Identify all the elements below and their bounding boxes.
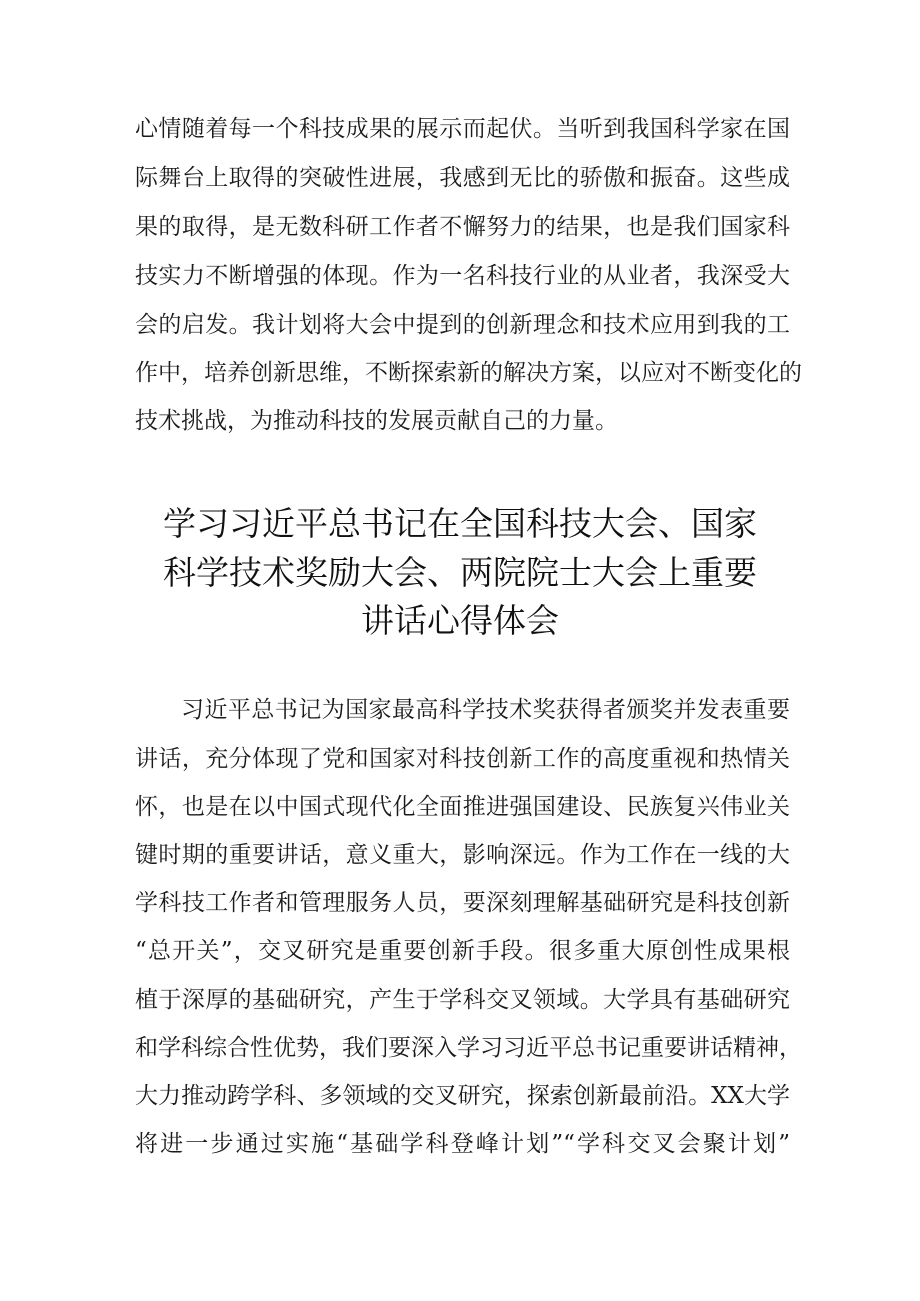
paragraph-line: 果的取得，是无数科研工作者不懈努力的结果，也是我们国家科 xyxy=(135,214,790,240)
paragraph-line: 习近平总书记为国家最高科学技术奖获得者颁奖并发表重要 xyxy=(181,697,790,723)
paragraph-line: 学科技工作者和管理服务人员，要深刻理解基础研究是科技创新 xyxy=(135,890,790,916)
paragraph-line: 植于深厚的基础研究，产生于学科交叉领域。大学具有基础研究 xyxy=(135,987,790,1013)
paragraph-line: 际舞台上取得的突破性进展，我感到无比的骄傲和振奋。这些成 xyxy=(135,165,790,191)
paragraph-line: 将进一步通过实施“基础学科登峰计划”“学科交叉会聚计划” xyxy=(135,1131,790,1157)
paragraph-line: “总开关”，交叉研究是重要创新手段。很多重大原创性成果根 xyxy=(135,938,790,964)
paragraph-line: 和学科综合性优势，我们要深入学习习近平总书记重要讲话精神， xyxy=(135,1035,802,1061)
paragraph-line: 键时期的重要讲话，意义重大，影响深远。作为工作在一线的大 xyxy=(135,842,790,868)
paragraph-line: 讲话，充分体现了党和国家对科技创新工作的高度重视和热情关 xyxy=(135,746,790,772)
paragraph-line: 心情随着每一个科技成果的展示而起伏。当听到我国科学家在国 xyxy=(135,116,790,142)
paragraph-line: 怀，也是在以中国式现代化全面推进强国建设、民族复兴伟业关 xyxy=(135,794,790,820)
paragraph-line: 会的启发。我计划将大会中提到的创新理念和技术应用到我的工 xyxy=(135,312,790,338)
paragraph-line: 大力推动跨学科、多领域的交叉研究，探索创新最前沿。XX大学 xyxy=(135,1083,790,1109)
paragraph-line: 技实力不断增强的体现。作为一名科技行业的从业者，我深受大 xyxy=(135,263,790,289)
title-line: 讲话心得体会 xyxy=(361,601,559,640)
paragraph-line: 作中，培养创新思维，不断探索新的解决方案，以应对不断变化的 xyxy=(135,360,802,386)
title-line: 科学技术奖励大会、两院院士大会上重要 xyxy=(163,553,757,592)
title-line: 学习习近平总书记在全国科技大会、国家 xyxy=(163,504,757,543)
paragraph-line: 技术挑战，为推动科技的发展贡献自己的力量。 xyxy=(135,408,618,434)
